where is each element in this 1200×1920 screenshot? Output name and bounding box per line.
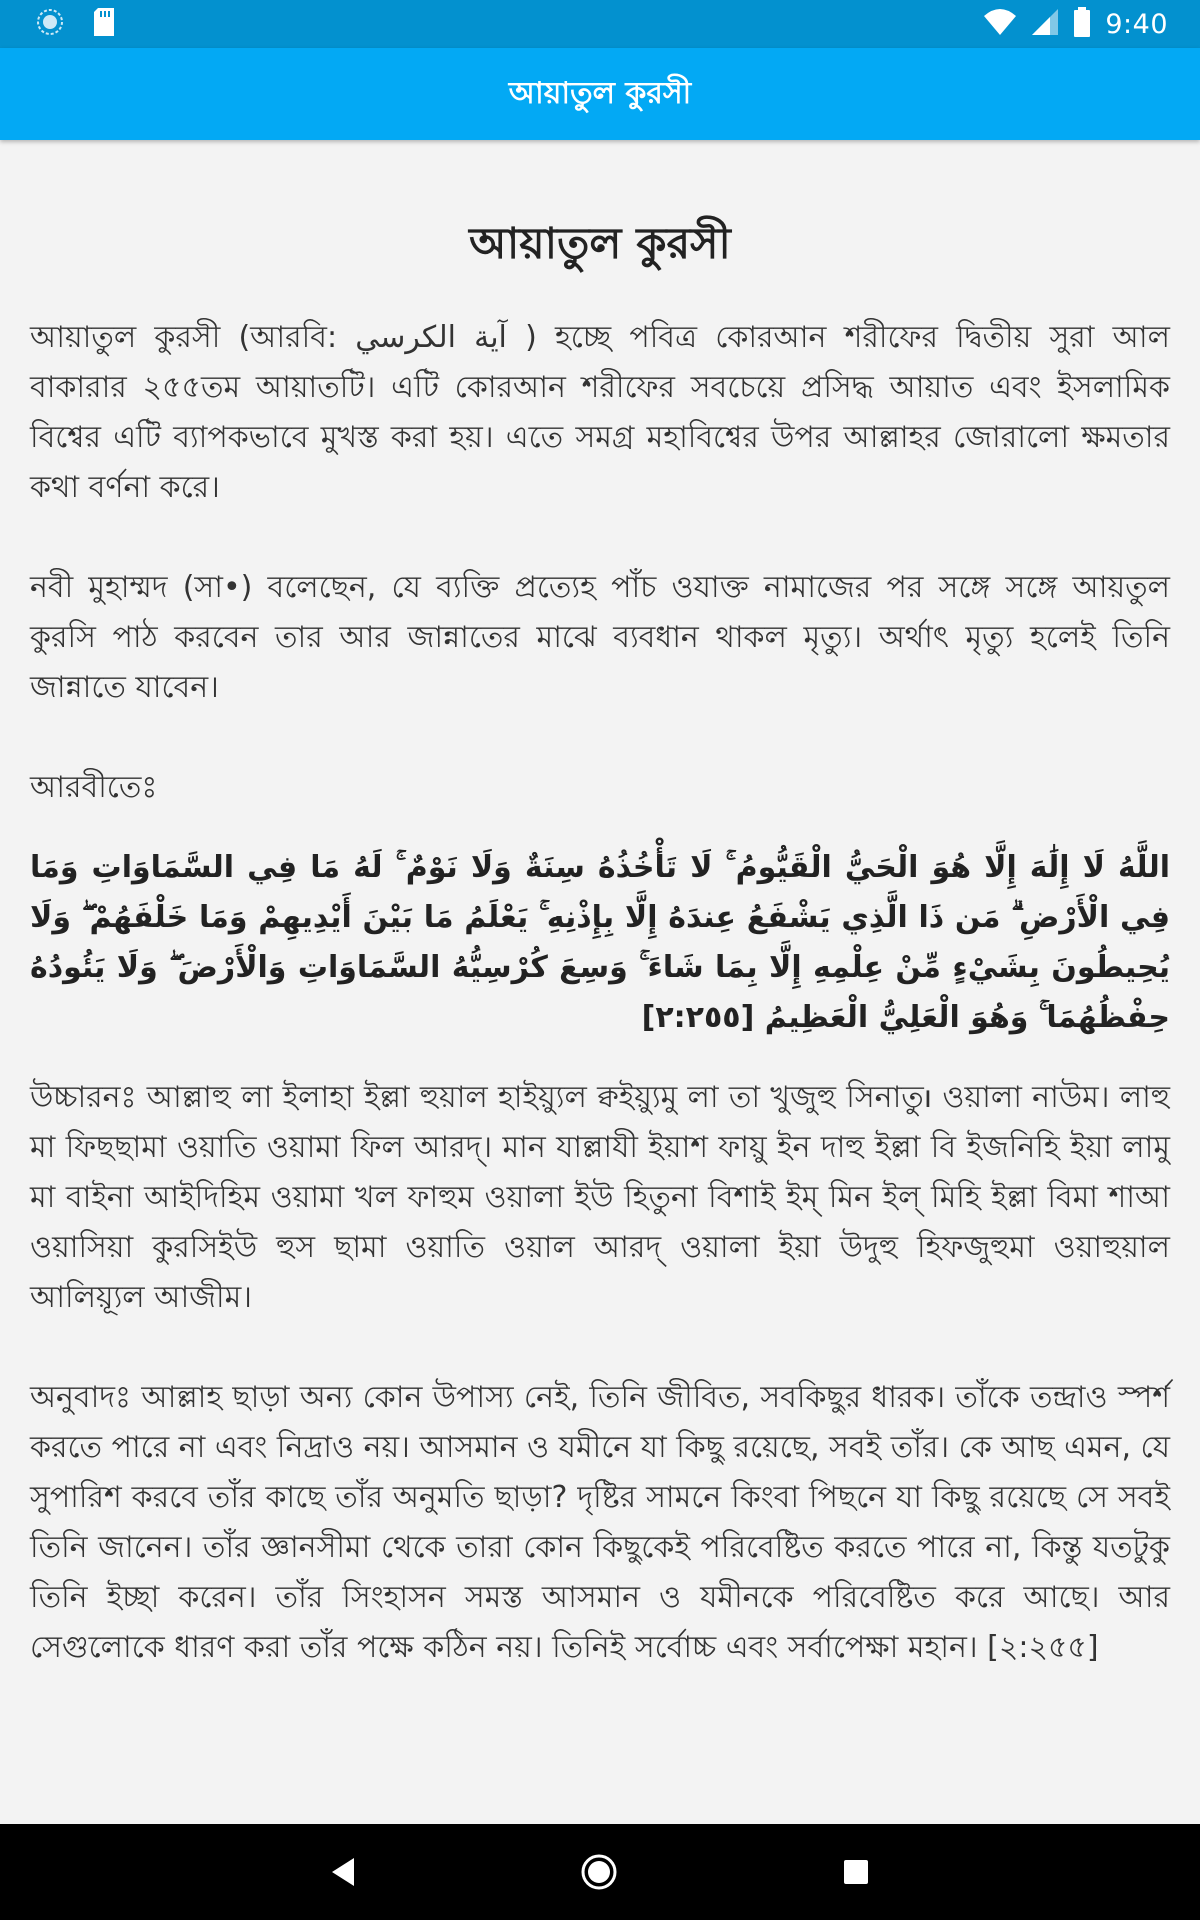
status-left-icons: [36, 8, 116, 40]
status-right-icons: [983, 8, 1168, 40]
navigation-bar: [0, 1824, 1200, 1920]
app-title: আয়াতুল কুরসী: [508, 75, 692, 111]
page-heading: আয়াতুল কুরসী: [469, 219, 731, 269]
status-time: 9:40: [1105, 8, 1168, 40]
sd-card-icon: [92, 7, 116, 41]
translation-paragraph: অনুবাদঃ আল্লাহ ছাড়া অন্য কোন উপাস্য নেই, তিনি জীবিত, সবকিছুর ধারক। তাঁকে তন্দ্রাও স্পর্শ করতে পারে না এবং নিদ্রাও নয়। আসমান ও যমীনে যা কিছু রয়েছে, সবই তাঁর। কে আছ এমন, যে সুপারিশ করবে তাঁর কাছে তাঁর অনুমতি ছাড়া? দৃষ্টির সামনে কিংবা পিছনে যা কিছু রয়েছে সে সবই তিনি জানেন। তাঁর জ্ঞানসীমা থেকে তারা কোন কিছুকেই পরিবেষ্টিত করতে পারে না, কিন্তু যতটুকু তিনি ইচ্ছা করেন। তাঁর সিংহাসন সমস্ত আসমান ও যমীনকে পরিবেষ্টিত করে আছে। আর সেগুলোকে ধারণ করা তাঁর পক্ষে কঠিন নয়। তিনিই সর্বোচ্চ এবং সর্বাপেক্ষা মহান। [২:২৫৫]: [30, 1380, 1170, 1665]
app-bar: [0, 48, 1200, 140]
wifi-icon: [983, 8, 1017, 40]
arabic-label: আরবীতেঃ: [30, 770, 158, 805]
content-scroll-area[interactable]: [0, 140, 1200, 1824]
battery-icon: [1073, 7, 1091, 41]
pronunciation-paragraph: উচ্চারনঃ আল্লাহু লা ইলাহা ইল্লা হুয়াল হাইয়্যুল ক্বইয়্যুমু লা তা খুজুহু সিনাতুı ওয়ালা নাউম। লাহু মা ফিছছামা ওয়াতি ওয়ামা ফিল আরদ্। মান যাল্লাযী ইয়াশ ফায়ু ইন দাহু ইল্লা বি ইজনিহি ইয়া লামু মা বাইনা আইদিহিম ওয়ামা খল ফাহুম ওয়ালা ইউ হিতুনা বিশাই ইম্ মিন ইল্ মিহি ইল্লা বিমা শাআ ওয়াসিয়া কুরসিইউ হুস ছামা ওয়াতি ওয়াল আরদ্ ওয়ালা ইয়া উদুহু হিফজুহুমা ওয়াহুয়াল আলিয়্যূল আজীম।: [30, 1080, 1170, 1315]
arabic-verse: اللَّهُ لَا إِلَٰهَ إِلَّا هُوَ الْحَيُّ الْقَيُّومُ ۚ لَا تَأْخُذُهُ سِنَةٌ وَلَا نَوْمٌ ۚ لَهُ مَا فِي السَّمَاوَاتِ وَمَا فِي الْأَرْضِ ۗ مَن ذَا الَّذِي يَشْفَعُ عِندَهُ إِلَّا بِإِذْنِهِ ۚ يَعْلَمُ مَا بَيْنَ أَيْدِيهِمْ وَمَا خَلْفَهُمْ ۖ وَلَا يُحِيطُونَ بِشَيْءٍ مِّنْ عِلْمِهِ إِلَّا بِمَا شَاءَ ۚ وَسِعَ كُرْسِيُّهُ السَّمَاوَاتِ وَالْأَرْضَ ۖ وَلَا يَئُودُهُ حِفْظُهُمَا ۚ وَهُوَ الْعَلِيُّ الْعَظِيمُ [٢:٢٥٥]: [30, 850, 1170, 1035]
signal-icon: [1031, 8, 1059, 40]
intro-paragraph: আয়াতুল কুরসী (আরবি: آية الكرسي ) হচ্ছে পবিত্র কোরআন শরীফের দ্বিতীয় সুরা আল বাকারার ২৫৫তম আয়াতটি। এটি কোরআন শরীফের সবচেয়ে প্রসিদ্ধ আয়াত এবং ইসলামিক বিশ্বের এটি ব্যাপকভাবে মুখস্ত করা হয়। এতে সমগ্র মহাবিশ্বের উপর আল্লাহর জোরালো ক্ষমতার কথা বর্ণনা করে।: [30, 320, 1170, 505]
sync-icon: [36, 8, 64, 40]
recent-apps-icon[interactable]: [836, 1852, 876, 1892]
status-bar: [0, 0, 1200, 48]
home-icon[interactable]: [579, 1852, 619, 1892]
hadith-paragraph: নবী মুহাম্মদ (সা•) বলেছেন, যে ব্যক্তি প্রত্যেহ পাঁচ ওযাক্ত নামাজের পর সঙ্গে সঙ্গে আয়তুল কুরসি পাঠ করবেন তার আর জান্নাতের মাঝে ব্যবধান থাকল মৃত্যু। অর্থাৎ মৃত্যু হলেই তিনি জান্নাতে যাবেন।: [30, 570, 1170, 705]
back-icon[interactable]: [324, 1852, 364, 1892]
